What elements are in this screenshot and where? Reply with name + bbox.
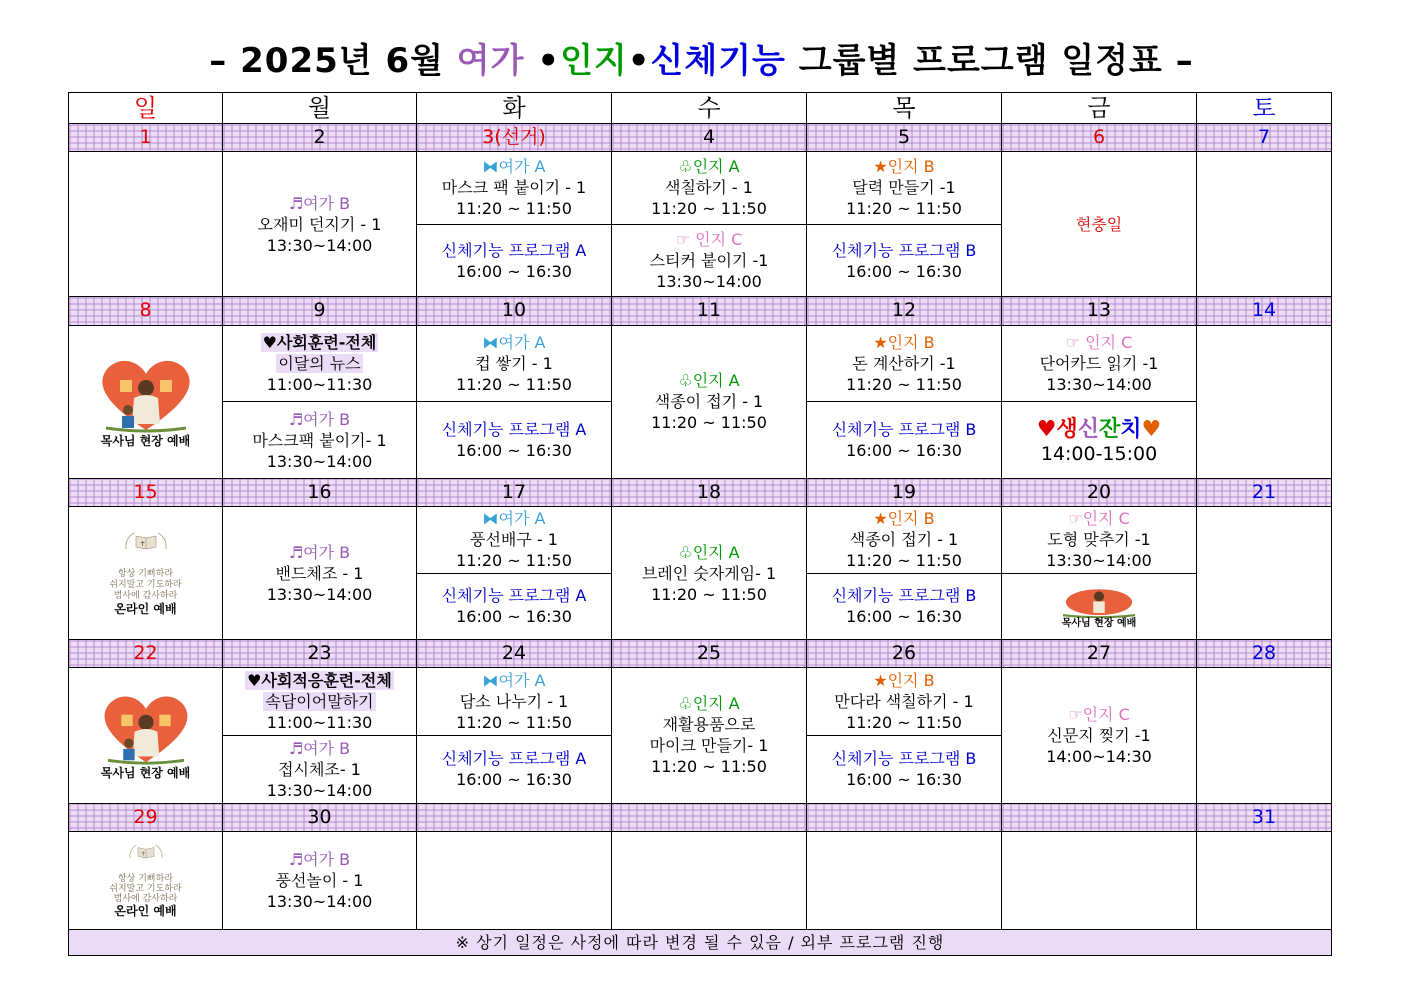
program-slot [417, 507, 611, 573]
program-slot [417, 401, 611, 478]
program-slot [417, 224, 611, 297]
program-row [69, 831, 1332, 929]
date-cell: 27 [1002, 640, 1197, 668]
day-cell-empty [807, 831, 1002, 929]
program-time: 11:20 ~ 11:50 [651, 199, 767, 219]
program-time: 11:20 ~ 11:50 [456, 199, 572, 219]
worship-caption: 목사님 현장 예배 [100, 434, 191, 449]
program-cell [417, 506, 612, 639]
date-cell: 13 [1002, 297, 1197, 325]
program-label: ☞ 인지 C [1065, 332, 1133, 352]
heart-jesus-illustration [1044, 582, 1154, 618]
program-time: 16:00 ~ 16:30 [846, 261, 962, 281]
program-slot [1002, 507, 1196, 573]
date-cell: 10 [417, 297, 612, 325]
program-time: 16:00 ~ 16:30 [456, 607, 572, 627]
program-slot [807, 735, 1001, 803]
program-cell [1002, 325, 1197, 478]
program-label: ★인지 B [873, 671, 935, 691]
program-title: 담소 나누기 - 1 [459, 692, 569, 712]
program-time: 11:20 ~ 11:50 [651, 757, 767, 777]
date-cell: 19 [807, 478, 1002, 506]
program-label: ♧인지 A [678, 157, 740, 177]
date-cell: 8 [69, 297, 223, 325]
holiday-cell [1002, 152, 1197, 297]
program-title: 접시체조- 1 [278, 759, 361, 779]
date-cell: 26 [807, 640, 1002, 668]
program-time: 16:00 ~ 16:30 [456, 770, 572, 790]
weekday-thu: 목 [807, 93, 1002, 124]
worship-caption: 목사님 현장 예배 [1061, 618, 1137, 630]
program-label: 신체기능 프로그램 B [831, 420, 977, 440]
birthday-party-title: ♥생신잔치♥ [1036, 416, 1162, 442]
date-cell: 31 [1197, 803, 1332, 831]
program-time: 13:30~14:00 [266, 891, 373, 911]
date-cell: 25 [612, 640, 807, 668]
program-title: 브레인 숫자게임- 1 [641, 563, 777, 583]
program-label: ⧓여가 A [482, 332, 546, 352]
program-time: 11:20 ~ 11:50 [456, 551, 572, 571]
program-title: 이달의 뉴스 [278, 353, 361, 373]
program-cell [417, 325, 612, 478]
program-time: 13:30~14:00 [266, 235, 373, 255]
program-label: ★인지 B [873, 157, 935, 177]
date-cell: 9 [223, 297, 417, 325]
date-cell [1002, 803, 1197, 831]
date-cell: 14 [1197, 297, 1332, 325]
heart-jesus-illustration [86, 354, 206, 434]
program-row [69, 325, 1332, 478]
date-row [69, 640, 1332, 668]
date-row [69, 803, 1332, 831]
program-label: 신체기능 프로그램 B [831, 240, 977, 260]
program-title: 단어카드 읽기 -1 [1039, 353, 1159, 373]
program-title: 마이크 만들기- 1 [649, 736, 769, 756]
weekday-tue: 화 [417, 93, 612, 124]
program-cell [417, 152, 612, 297]
weekday-sat: 토 [1197, 93, 1332, 124]
program-time: 13:30~14:00 [266, 584, 373, 604]
program-cell [1002, 668, 1197, 803]
date-cell: 23 [223, 640, 417, 668]
program-time: 16:00 ~ 16:30 [456, 441, 572, 461]
program-slot [223, 326, 416, 402]
program-cell [223, 668, 417, 803]
weekday-fri: 금 [1002, 93, 1197, 124]
program-cell [612, 152, 807, 297]
program-label: ★인지 B [873, 509, 935, 529]
worship-slot [1002, 573, 1196, 640]
program-slot [223, 401, 416, 478]
date-cell: 24 [417, 640, 612, 668]
date-cell: 22 [69, 640, 223, 668]
date-cell: 18 [612, 478, 807, 506]
program-title: 달력 만들기 -1 [852, 178, 956, 198]
program-cell [223, 325, 417, 478]
program-label: ☞인지 C [1068, 509, 1130, 529]
program-time: 13:30~14:00 [266, 451, 373, 471]
program-time: 11:20 ~ 11:50 [846, 551, 962, 571]
date-cell: 3(선거) [417, 124, 612, 152]
date-cell [417, 803, 612, 831]
program-slot [417, 573, 611, 640]
program-time: 11:20 ~ 11:50 [456, 374, 572, 394]
worship-cell [69, 668, 223, 803]
worship-image [86, 354, 206, 449]
worship-caption: 목사님 현장 예배 [100, 765, 191, 780]
worship-caption: 온라인 예배 [114, 903, 177, 918]
program-slot [417, 668, 611, 735]
date-cell: 1 [69, 124, 223, 152]
program-slot [612, 224, 806, 297]
program-cell [807, 506, 1002, 639]
date-cell: 15 [69, 478, 223, 506]
holiday-label: 현충일 [1075, 214, 1123, 234]
program-cell [1002, 506, 1197, 639]
footer-row [69, 929, 1332, 955]
program-time: 11:20 ~ 11:50 [651, 584, 767, 604]
verse-line: 범사에 감사하라 [113, 591, 178, 602]
program-slot [223, 668, 416, 735]
heart-jesus-illustration [86, 690, 206, 766]
date-row [69, 478, 1332, 506]
day-cell-empty [1197, 831, 1332, 929]
bible-illustration [86, 842, 206, 874]
program-slot [223, 735, 416, 803]
date-cell [807, 803, 1002, 831]
day-cell-empty [1197, 668, 1332, 803]
verse-line: 범사에 감사하라 [113, 893, 178, 904]
program-title: 재활용품으로 [662, 715, 756, 735]
program-label: ☞인지 C [1068, 704, 1130, 724]
birthday-party-slot [1002, 401, 1196, 478]
program-cell [223, 506, 417, 639]
program-time: 13:30~14:00 [266, 780, 373, 800]
program-slot [807, 573, 1001, 640]
program-slot [807, 401, 1001, 478]
date-cell: 2 [223, 124, 417, 152]
program-slot [1002, 326, 1196, 402]
program-row [69, 506, 1332, 639]
program-label: 신체기능 프로그램 A [441, 420, 587, 440]
program-row [69, 668, 1332, 803]
weekday-wed: 수 [612, 93, 807, 124]
worship-cell [69, 831, 223, 929]
program-slot [807, 668, 1001, 735]
heart-icon: ♥ [1036, 416, 1057, 442]
worship-image [86, 690, 206, 781]
program-label: ♬여가 B [288, 193, 351, 213]
program-cell [223, 152, 417, 297]
program-title: 만다라 색칠하기 - 1 [834, 692, 974, 712]
program-cell [612, 325, 807, 478]
date-row [69, 297, 1332, 325]
program-label: 신체기능 프로그램 A [441, 749, 587, 769]
program-label: ⧓여가 A [482, 509, 546, 529]
program-slot [807, 224, 1001, 297]
day-cell-empty [417, 831, 612, 929]
calendar-table [68, 92, 1332, 956]
program-time: 11:20 ~ 11:50 [846, 374, 962, 394]
program-cell [612, 668, 807, 803]
day-cell-empty [1197, 325, 1332, 478]
program-title: 스티커 붙이기 -1 [649, 251, 769, 271]
program-cell [612, 506, 807, 639]
program-slot [417, 326, 611, 402]
day-cell-empty [1002, 831, 1197, 929]
program-label: ♬여가 B [288, 849, 351, 869]
worship-cell [69, 325, 223, 478]
program-time: 11:00~11:30 [266, 374, 373, 394]
program-title: 돈 계산하기 -1 [852, 353, 956, 373]
program-title: 색종이 접기 - 1 [654, 392, 764, 412]
program-label: ⧓여가 A [482, 671, 546, 691]
verse-line: 쉬지말고 기도하라 [109, 883, 182, 894]
program-title: 마스크팩 붙이기- 1 [252, 430, 387, 450]
program-time: 11:20 ~ 11:50 [846, 199, 962, 219]
program-label: ★인지 B [873, 332, 935, 352]
program-title: 풍선놀이 - 1 [275, 870, 364, 890]
program-time: 11:20 ~ 11:50 [651, 413, 767, 433]
program-slot [807, 507, 1001, 573]
day-cell-empty [1197, 152, 1332, 297]
date-cell: 7 [1197, 124, 1332, 152]
weekday-mon: 월 [223, 93, 417, 124]
date-row [69, 124, 1332, 152]
program-slot [612, 152, 806, 224]
date-cell: 4 [612, 124, 807, 152]
page-title: – 2025년 6월 여가 •인지•신체기능 그룹별 프로그램 일정표 – [209, 41, 1194, 81]
day-cell-empty [612, 831, 807, 929]
heart-icon: ♥ [1141, 416, 1162, 442]
bible-illustration [86, 529, 206, 569]
date-cell: 21 [1197, 478, 1332, 506]
program-title: 컵 쌓기 - 1 [475, 353, 553, 373]
program-label: 신체기능 프로그램 B [831, 586, 977, 606]
program-time: 13:30~14:00 [1046, 551, 1152, 571]
date-cell: 12 [807, 297, 1002, 325]
program-label: ♥사회적응훈련-전체 [247, 671, 392, 691]
program-time: 13:30~14:00 [1046, 374, 1152, 394]
worship-caption: 온라인 예배 [114, 602, 177, 617]
program-title: 마스크 팩 붙이기 - 1 [441, 178, 587, 198]
program-label: ♬여가 B [288, 409, 351, 429]
date-cell: 6 [1002, 124, 1197, 152]
program-label: 신체기능 프로그램 B [831, 749, 977, 769]
date-cell: 28 [1197, 640, 1332, 668]
program-label: ♥사회훈련-전체 [262, 332, 377, 352]
program-title: 밴드체조 - 1 [275, 563, 364, 583]
program-slot [807, 326, 1001, 402]
program-label: ♬여가 B [288, 738, 351, 758]
day-cell-empty [1197, 506, 1332, 639]
date-cell: 5 [807, 124, 1002, 152]
program-time: 16:00 ~ 16:30 [846, 607, 962, 627]
program-label: ♧인지 A [678, 542, 740, 562]
program-cell [807, 668, 1002, 803]
weekday-header-row [69, 93, 1332, 124]
date-cell [612, 803, 807, 831]
date-cell: 16 [223, 478, 417, 506]
program-cell [807, 152, 1002, 297]
program-time: 16:00 ~ 16:30 [846, 441, 962, 461]
program-time: 11:00~11:30 [266, 713, 373, 733]
program-time: 11:20 ~ 11:50 [456, 713, 572, 733]
program-cell [417, 668, 612, 803]
program-title: 신문지 찢기 -1 [1047, 725, 1151, 745]
program-time: 14:00~14:30 [1046, 746, 1152, 766]
program-cell [807, 325, 1002, 478]
date-cell: 20 [1002, 478, 1197, 506]
verse-line: 항상 기뻐하라 [117, 569, 174, 580]
program-label: 신체기능 프로그램 A [441, 586, 587, 606]
program-slot [807, 152, 1001, 224]
program-title: 색종이 접기 - 1 [849, 530, 959, 550]
day-cell-empty [69, 152, 223, 297]
date-cell: 29 [69, 803, 223, 831]
program-time: 13:30~14:00 [656, 272, 762, 292]
program-time: 16:00 ~ 16:30 [456, 261, 572, 281]
program-time: 11:20 ~ 11:50 [846, 713, 962, 733]
program-label: ☞ 인지 C [675, 230, 743, 250]
online-worship-image [86, 529, 206, 617]
weekday-sun: 일 [69, 93, 223, 124]
program-title: 오재미 던지기 - 1 [257, 214, 382, 234]
program-title: 색칠하기 - 1 [665, 178, 753, 198]
program-label: 신체기능 프로그램 A [441, 240, 587, 260]
date-cell: 30 [223, 803, 417, 831]
program-title: 풍선배구 - 1 [470, 530, 558, 550]
verse-line: 항상 기뻐하라 [117, 873, 174, 884]
program-label: ♬여가 B [288, 542, 351, 562]
online-worship-image [86, 842, 206, 919]
program-label: ♧인지 A [678, 371, 740, 391]
program-slot [417, 152, 611, 224]
program-cell [223, 831, 417, 929]
program-slot [417, 735, 611, 803]
footer-note: ※ 상기 일정은 사정에 따라 변경 될 수 있음 / 외부 프로그램 진행 [69, 929, 1332, 955]
program-title: 도형 맞추기 -1 [1047, 530, 1151, 550]
verse-line: 쉬지말고 기도하라 [109, 580, 182, 591]
program-label: ⧓여가 A [482, 157, 546, 177]
birthday-party-time: 14:00-15:00 [1040, 442, 1158, 465]
date-cell: 17 [417, 478, 612, 506]
date-cell: 11 [612, 297, 807, 325]
worship-cell [69, 506, 223, 639]
program-row [69, 152, 1332, 297]
program-time: 16:00 ~ 16:30 [846, 770, 962, 790]
program-label: ♧인지 A [678, 694, 740, 714]
program-title: 속담이어말하기 [265, 692, 374, 712]
